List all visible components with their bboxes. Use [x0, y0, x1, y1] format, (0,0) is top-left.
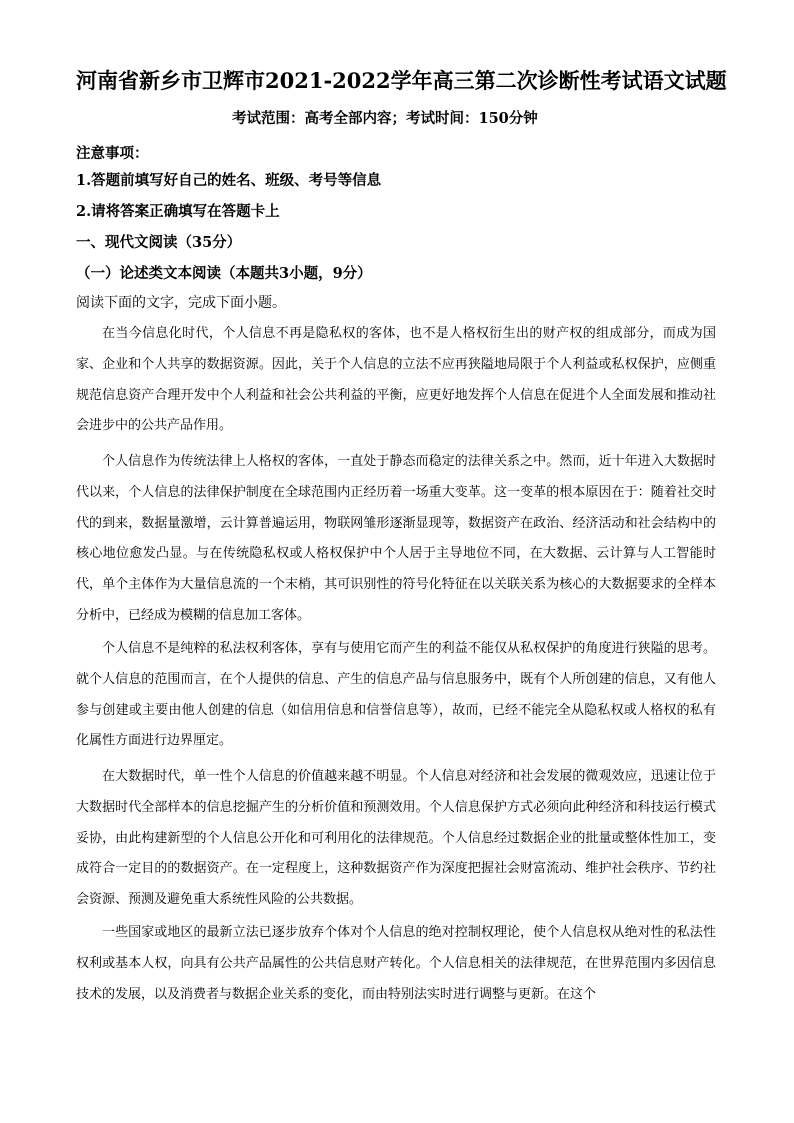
exam-scope-subtitle: 考试范围：高考全部内容；考试时间：150分钟 [232, 110, 538, 127]
reading-instruction: 阅读下面的文字，完成下面小题。 [76, 295, 286, 311]
paragraph-3: 个人信息不是纯粹的私法权利客体，享有与使用它而产生的利益不能仅从私权保护的角度进行狭隘的思考。就个人信息的范围而言，在个人提供的信息、产生的信息产品与信息服务中，既有个人所创建的信息，又有他人参与创建或主要由他人创建的信息（如信用信息和信誉信息等），故而，已经不能完全从隐私权或人格权的私有化属性方面进行边界厘定。 [76, 641, 716, 749]
notice-heading: 注意事项： [76, 145, 149, 162]
page-title: 河南省新乡市卫辉市2021-2022学年高三第二次诊断性考试语文试题 [76, 68, 727, 93]
paragraph-4: 在大数据时代，单一性个人信息的价值越来越不明显。个人信息对经济和社会发展的微观效应，迅速让位于大数据时代全部样本的信息挖掘产生的分析价值和预测效用。个人信息保护方式必须向此种经济和科技运行模式妥协，由此构建新型的个人信息公开化和可利用化的法律规范。个人信息经过数据企业的批量或整体性加工，变成符合一定目的的数据资产。在一定程度上，这种数据资产作为深度把握社会财富流动、维护社会秩序、节约社会资源、预测及避免重大系统性风险的公共数据。 [76, 769, 716, 908]
section-heading-modern-reading: 一、现代文阅读（35分） [76, 234, 242, 251]
notice-item-1: 1.答题前填写好自己的姓名、班级、考号等信息 [76, 172, 382, 189]
paragraph-1: 在当今信息化时代，个人信息不再是隐私权的客体，也不是人格权衍生出的财产权的组成部分，而成为国家、企业和个人共享的数据资源。因此，关于个人信息的立法不应再狭隘地局限于个人利益或私权保护，应侧重规范信息资产合理开发中个人利益和社会公共利益的平衡，应更好地发挥个人信息在促进个人全面发展和推动社会进步中的公共产品作用。 [76, 326, 716, 434]
notice-item-2: 2.请将答案正确填写在答题卡上 [76, 203, 280, 220]
paragraph-5: 一些国家或地区的最新立法已逐步放弃个体对个人信息的绝对控制权理论，使个人信息权从绝对性的私法性权利或基本人权，向具有公共产品属性的公共信息财产转化。个人信息相关的法律规范，在世界范围内多因信息技术的发展，以及消费者与数据企业关系的变化，而由特别法实时进行调整与更新。在这个 [76, 925, 716, 1002]
subsection-heading-argumentative: （一）论述类文本阅读（本题共3小题，9分） [76, 265, 372, 282]
paragraph-2: 个人信息作为传统法律上人格权的客体，一直处于静态而稳定的法律关系之中。然而，近十年进入大数据时代以来，个人信息的法律保护制度在全球范围内正经历着一场重大变革。这一变革的根本原因在于：随着社交时代的到来，数据量激增，云计算普遍运用，物联网雏形逐渐显现等，数据资产在政治、经济活动和社会结构中的核心地位愈发凸显。与在传统隐私权或人格权保护中个人居于主导地位不同，在大数据、云计算与人工智能时代，单个主体作为大量信息流的一个末梢，其可识别性的符号化特征在以关联关系为核心的大数据要求的全样本分析中，已经成为模糊的信息加工客体。 [76, 454, 716, 623]
